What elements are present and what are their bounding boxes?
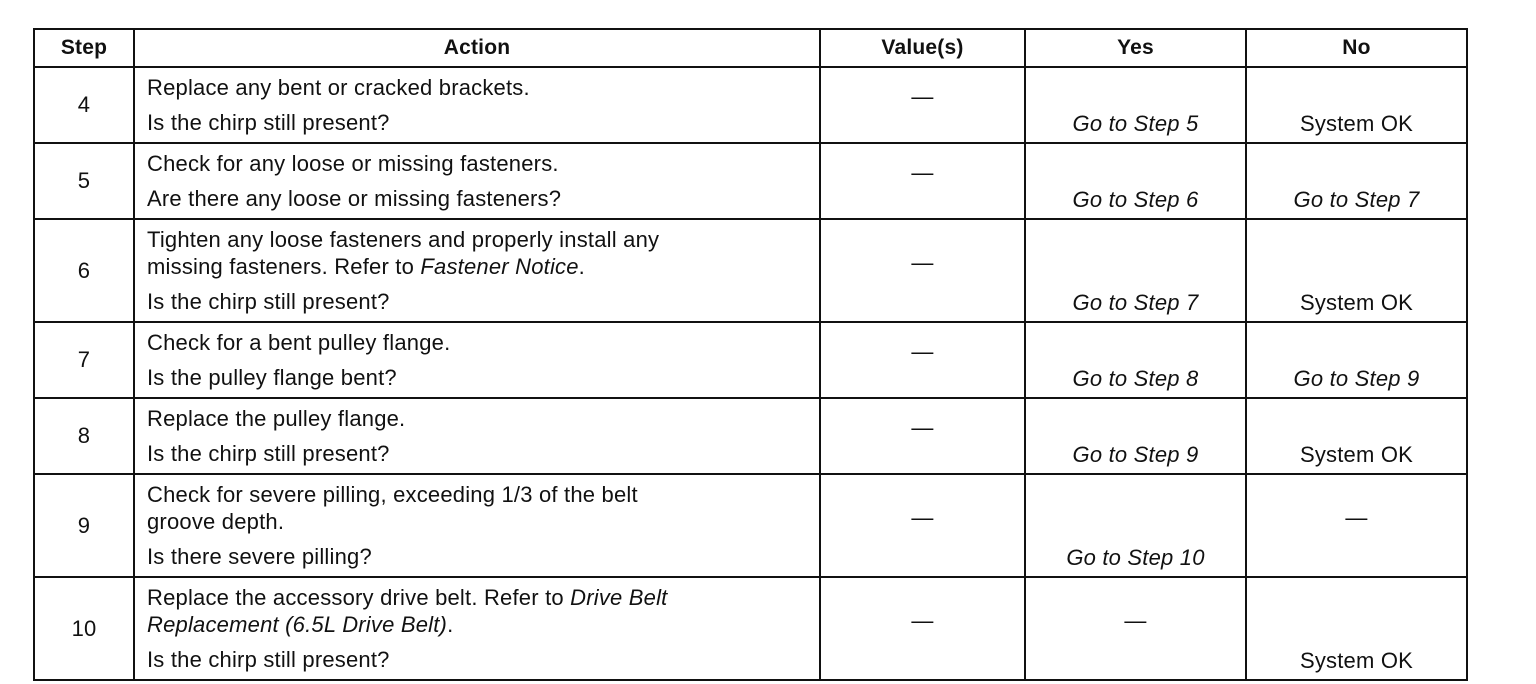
- yes-cell: [1025, 67, 1246, 143]
- action-text: Replace any bent or cracked brackets.: [147, 75, 530, 100]
- header-yes: Yes: [1025, 29, 1246, 67]
- yes-cell: [1025, 322, 1246, 398]
- action-cell: [134, 219, 820, 322]
- no-cell: [1246, 322, 1467, 398]
- drive-belt-reference: Drive Belt: [570, 585, 668, 610]
- yes-goto-link: Go to Step 10: [1066, 545, 1205, 570]
- value-cell: [820, 322, 1025, 398]
- action-text-part: .: [578, 254, 585, 279]
- header-values: Value(s): [820, 29, 1025, 67]
- yes-goto-link: Go to Step 6: [1072, 187, 1199, 212]
- action-question: Is the chirp still present?: [147, 110, 390, 135]
- yes-goto-link: Go to Step 8: [1072, 366, 1199, 391]
- action-text-part: .: [447, 612, 454, 637]
- value-dash: —: [911, 160, 934, 185]
- action-text-line2: groove depth.: [147, 509, 285, 534]
- action-question: Is the chirp still present?: [147, 289, 390, 314]
- action-question: Is the chirp still present?: [147, 441, 390, 466]
- value-dash: —: [911, 84, 934, 109]
- header-row: [34, 29, 1467, 67]
- action-text: Tighten any loose fasteners and properly install any: [147, 227, 660, 252]
- action-question: Is the pulley flange bent?: [147, 365, 397, 390]
- action-text: Check for a bent pulley flange.: [147, 330, 451, 355]
- action-text-part: Replace the accessory drive belt. Refer to: [147, 585, 571, 610]
- action-text: [147, 584, 807, 611]
- no-cell: [1246, 474, 1467, 577]
- no-result: System OK: [1299, 442, 1414, 467]
- value-dash: —: [911, 607, 934, 633]
- no-cell: [1246, 143, 1467, 219]
- step-number: 9: [34, 474, 134, 577]
- yes-cell: [1025, 577, 1246, 680]
- yes-cell: [1025, 398, 1246, 474]
- diagnostic-table: [33, 28, 1468, 681]
- action-cell: [134, 143, 820, 219]
- action-cell: [134, 577, 820, 680]
- action-text-line2: [147, 611, 807, 638]
- no-dash: —: [1345, 504, 1368, 530]
- fastener-notice-reference: Fastener Notice: [420, 254, 579, 279]
- action-cell: [134, 67, 820, 143]
- no-cell: [1246, 67, 1467, 143]
- no-goto-link: Go to Step 7: [1293, 187, 1420, 212]
- action-cell: [134, 474, 820, 577]
- table-row: [34, 143, 1467, 219]
- no-result: System OK: [1299, 648, 1414, 673]
- yes-dash: —: [1124, 607, 1147, 633]
- yes-cell: [1025, 143, 1246, 219]
- step-number: 6: [34, 219, 134, 322]
- no-result: System OK: [1299, 290, 1414, 315]
- action-question: Are there any loose or missing fasteners?: [147, 186, 562, 211]
- no-goto-link: Go to Step 9: [1293, 366, 1420, 391]
- value-dash: —: [911, 504, 934, 530]
- header-action: Action: [134, 29, 820, 67]
- value-dash: —: [911, 339, 934, 364]
- table-row: [34, 398, 1467, 474]
- table-row: [34, 474, 1467, 577]
- value-cell: [820, 398, 1025, 474]
- action-cell: [134, 398, 820, 474]
- action-text: Check for severe pilling, exceeding 1/3 of the belt: [147, 482, 638, 507]
- step-number: 7: [34, 322, 134, 398]
- no-cell: [1246, 577, 1467, 680]
- table-row: [34, 219, 1467, 322]
- no-cell: [1246, 219, 1467, 322]
- yes-goto-link: Go to Step 7: [1072, 290, 1199, 315]
- action-text-line2: [147, 253, 807, 280]
- value-cell: [820, 474, 1025, 577]
- step-number: 5: [34, 143, 134, 219]
- value-cell: [820, 577, 1025, 680]
- value-cell: [820, 219, 1025, 322]
- step-number: 10: [34, 577, 134, 680]
- header-step: Step: [34, 29, 134, 67]
- value-dash: —: [911, 415, 934, 440]
- yes-cell: [1025, 474, 1246, 577]
- action-cell: [134, 322, 820, 398]
- action-question: Is there severe pilling?: [147, 544, 372, 569]
- value-cell: [820, 67, 1025, 143]
- action-text: Check for any loose or missing fasteners.: [147, 151, 559, 176]
- no-result: System OK: [1299, 111, 1414, 136]
- action-text: Replace the pulley flange.: [147, 406, 406, 431]
- header-no: No: [1246, 29, 1467, 67]
- value-cell: [820, 143, 1025, 219]
- action-text-part: missing fasteners. Refer to: [147, 254, 421, 279]
- drive-belt-replacement-reference: Replacement (6.5L Drive Belt): [147, 612, 448, 637]
- action-question: Is the chirp still present?: [147, 647, 390, 672]
- yes-goto-link: Go to Step 9: [1072, 442, 1199, 467]
- no-cell: [1246, 398, 1467, 474]
- yes-goto-link: Go to Step 5: [1072, 111, 1199, 136]
- table-row: [34, 577, 1467, 680]
- step-number: 8: [34, 398, 134, 474]
- table-row: [34, 67, 1467, 143]
- table-row: [34, 322, 1467, 398]
- step-number: 4: [34, 67, 134, 143]
- value-dash: —: [911, 249, 934, 275]
- yes-cell: [1025, 219, 1246, 322]
